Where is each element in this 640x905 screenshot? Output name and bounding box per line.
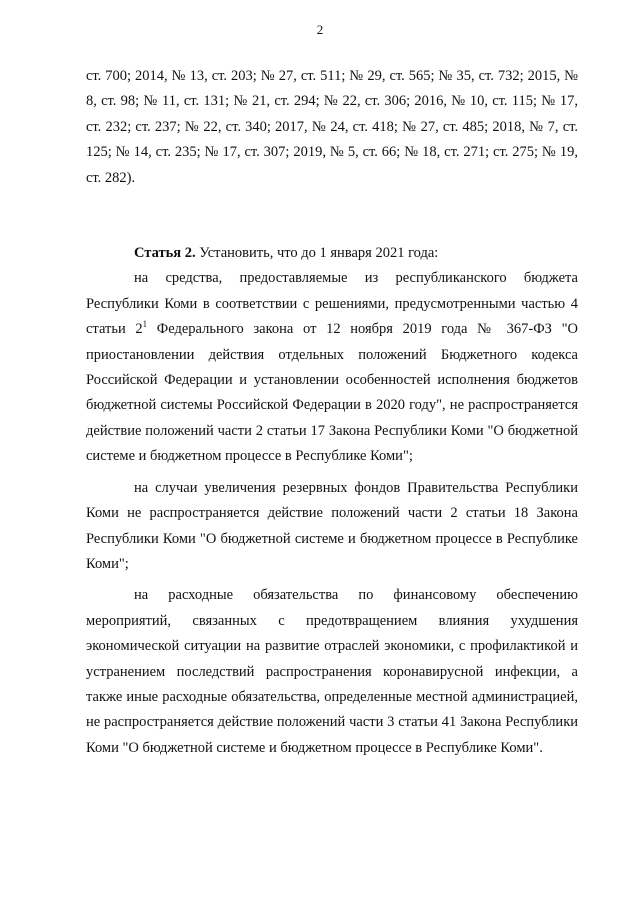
article-2-intro bbox=[86, 241, 578, 266]
article-2-item-2: на случаи увеличения резервных фондов Правительства Республики Коми не распространяется действие положений части 2 статьи 18 Закона Республики Коми "О бюджетной системе и бюджетном процессе в Республике Коми"; bbox=[86, 479, 578, 572]
item-1-superscript: 1 bbox=[142, 319, 148, 330]
item-1-text-end: Федерального закона от 12 ноября 2019 года № 367-ФЗ "О приостановлении действия отдельных положений Бюджетного кодекса Российской Федерации и установлении особенностей исполнения бюджетов бюджетной системы Российской Федерации в 2020 году", не распространяется действие положений части 2 статьи 17 Закона Республики Коми "О бюджетной системе и бюджетном процессе в Республике Коми"; bbox=[86, 321, 578, 465]
references-continuation: ст. 700; 2014, № 13, ст. 203; № 27, ст. 511; № 29, ст. 565; № 35, ст. 732; 2015, № 8, ст. 98; № 11, ст. 131; № 21, ст. 294; № 22, ст. 306; 2016, № 10, ст. 115; № 17, ст. 232; ст. 237; № 22, ст. 340; 2017, № 24, ст. 418; № 27, ст. 485; 2018, № 7, ст. 125; № 14, ст. 235; № 17, ст. 307; 2019, № 5, ст. 66; № 18, ст. 271; ст. 275; № 19, ст. 282). bbox=[86, 68, 578, 186]
article-2-item-3: на расходные обязательства по финансовому обеспечению мероприятий, связанных с предотвращением влияния ухудшения экономической ситуации на развитие отраслей экономики, с профилактикой и устранением последствий распространения коронавирусной инфекции, а также иные расходные обязательства, определенные местной администрацией, не распространяется действие положений части 3 статьи 41 Закона Республики Коми "О бюджетной системе и бюджетном процессе в Республике Коми". bbox=[86, 587, 578, 756]
article-2-heading: Статья 2. bbox=[134, 245, 196, 262]
article-2-item-1 bbox=[86, 266, 578, 469]
item-1-text-start: на средства, предоставляемые из республиканского бюджета Республики Коми в соответствии с решениями, предусмотренными частью 4 статьи 2 bbox=[86, 270, 578, 338]
article-2-intro-text: Установить, что до 1 января 2021 года: bbox=[195, 245, 439, 262]
document-body bbox=[86, 64, 578, 761]
section-gap bbox=[86, 191, 578, 241]
page-number: 2 bbox=[316, 22, 324, 37]
